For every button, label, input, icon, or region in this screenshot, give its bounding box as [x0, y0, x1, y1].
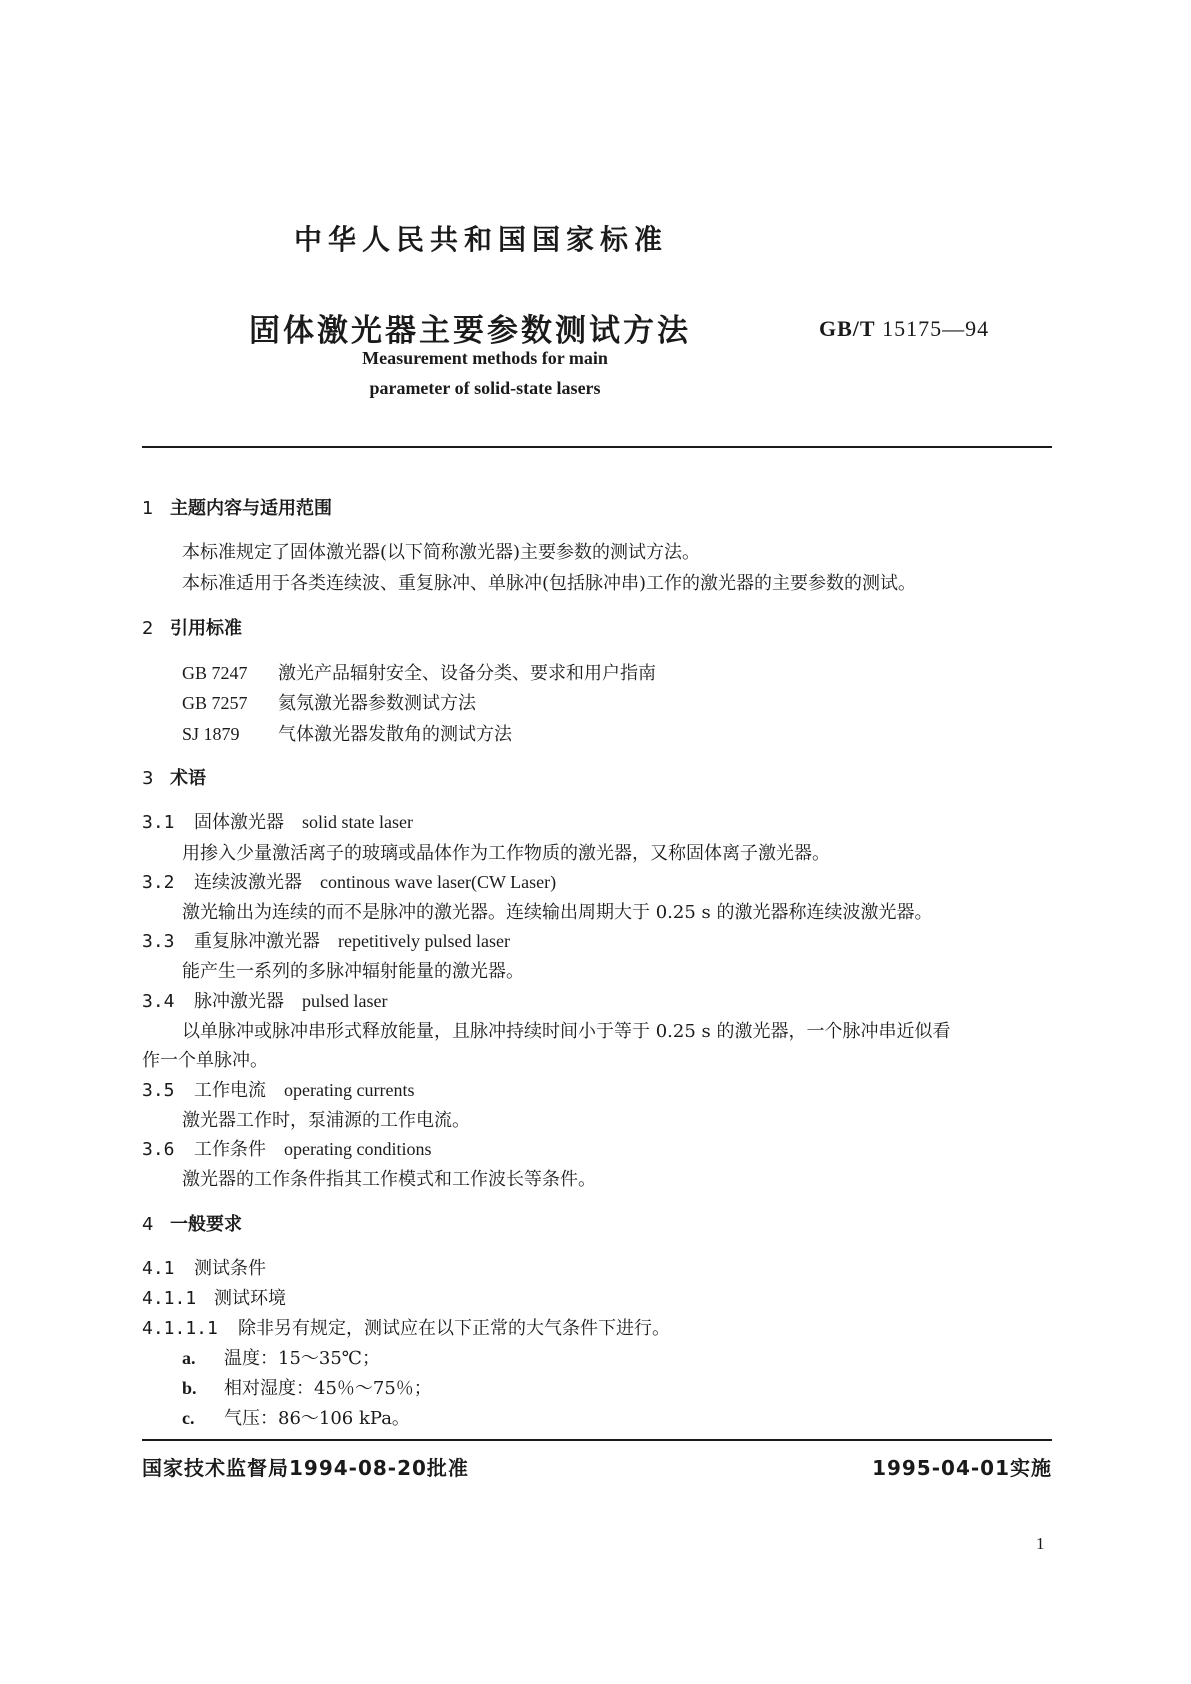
section-number: 2	[142, 618, 154, 639]
term-english: repetitively pulsed laser	[338, 931, 510, 951]
term-3-2	[142, 868, 556, 894]
section-title: 一般要求	[170, 1214, 242, 1235]
header-divider	[142, 446, 1052, 448]
section-number: 1	[142, 498, 154, 519]
national-standard-heading: 中华人民共和国国家标准	[294, 223, 669, 256]
item-label: a.	[182, 1348, 196, 1368]
term-english: operating currents	[284, 1080, 415, 1100]
footer-divider	[142, 1439, 1052, 1441]
term-english: operating conditions	[284, 1139, 432, 1159]
section-title: 术语	[170, 768, 206, 789]
condition-item	[182, 1374, 432, 1400]
term-chinese: 脉冲激光器	[194, 991, 284, 1012]
term-3-3	[142, 927, 510, 953]
effective-date: 1995-04-01实施	[872, 1456, 1052, 1480]
section-1-paragraph-2: 本标准适用于各类连续波、重复脉冲、单脉冲(包括脉冲串)工作的激光器的主要参数的测试。	[182, 573, 917, 594]
term-number: 3.3	[142, 931, 175, 952]
term-chinese: 工作电流	[194, 1080, 266, 1101]
english-title-line-2: parameter of solid-state lasers	[369, 378, 601, 398]
section-number: 4	[142, 1214, 154, 1235]
term-3-5-definition: 激光器工作时，泵浦源的工作电流。	[182, 1110, 470, 1131]
section-1-paragraph-1: 本标准规定了固体激光器(以下简称激光器)主要参数的测试方法。	[182, 542, 701, 563]
subsection-number: 4.1.1.1	[142, 1318, 218, 1339]
item-label: c.	[182, 1408, 195, 1428]
section-title: 主题内容与适用范围	[170, 498, 332, 519]
document-title: 固体激光器主要参数测试方法	[249, 313, 691, 349]
term-3-5	[142, 1076, 414, 1102]
standard-code	[819, 316, 989, 342]
reference-code: GB 7247	[182, 663, 248, 683]
term-3-6	[142, 1135, 431, 1161]
term-3-4-definition-continued: 作一个单脉冲。	[142, 1050, 268, 1071]
reference-name: 氦氖激光器参数测试方法	[278, 693, 476, 714]
term-english: pulsed laser	[302, 991, 388, 1011]
subsection-number: 4.1	[142, 1258, 175, 1279]
term-english: continous wave laser(CW Laser)	[320, 872, 557, 892]
subsection-4-1-1	[142, 1284, 286, 1310]
reference-code: GB 7257	[182, 693, 248, 713]
item-text: 气压：86～106 kPa。	[224, 1408, 410, 1429]
section-2-heading	[142, 614, 242, 640]
term-english: solid state laser	[302, 812, 413, 832]
section-3-heading	[142, 764, 206, 790]
term-3-1-definition: 用掺入少量激活离子的玻璃或晶体作为工作物质的激光器，又称固体离子激光器。	[182, 843, 830, 864]
standard-number: 15175—94	[882, 316, 990, 341]
item-text: 相对湿度：45％～75％；	[224, 1378, 432, 1399]
item-text: 温度：15～35℃；	[224, 1348, 380, 1369]
term-number: 3.1	[142, 812, 175, 833]
term-number: 3.4	[142, 991, 175, 1012]
reference-item	[182, 720, 512, 746]
subsection-4-1-1-1	[142, 1314, 670, 1340]
term-3-2-definition: 激光输出为连续的而不是脉冲的激光器。连续输出周期大于 0.25 s 的激光器称连续波激光器。	[182, 902, 933, 923]
term-3-4-definition: 以单脉冲或脉冲串形式释放能量，且脉冲持续时间小于等于 0.25 s 的激光器，一个脉冲串近似看	[182, 1021, 951, 1042]
item-label: b.	[182, 1378, 197, 1398]
term-3-3-definition: 能产生一系列的多脉冲辐射能量的激光器。	[182, 961, 524, 982]
page-number: 1	[1036, 1534, 1045, 1553]
subsection-title: 测试条件	[194, 1258, 266, 1279]
subsection-number: 4.1.1	[142, 1288, 197, 1309]
reference-code: SJ 1879	[182, 724, 240, 744]
term-chinese: 连续波激光器	[194, 872, 302, 893]
term-number: 3.5	[142, 1080, 175, 1101]
section-number: 3	[142, 768, 154, 789]
term-3-6-definition: 激光器的工作条件指其工作模式和工作波长等条件。	[182, 1169, 596, 1190]
term-chinese: 工作条件	[194, 1139, 266, 1160]
subsection-text: 除非另有规定，测试应在以下正常的大气条件下进行。	[238, 1318, 670, 1339]
term-chinese: 固体激光器	[194, 812, 284, 833]
english-title-line-1: Measurement methods for main	[362, 348, 608, 368]
subsection-4-1	[142, 1254, 266, 1280]
condition-item	[182, 1404, 410, 1430]
standard-prefix: GB/T	[819, 316, 876, 341]
subsection-title: 测试环境	[214, 1288, 286, 1309]
reference-item	[182, 689, 476, 715]
reference-name: 激光产品辐射安全、设备分类、要求和用户指南	[278, 663, 656, 684]
condition-item	[182, 1344, 380, 1370]
section-1-heading	[142, 494, 332, 520]
reference-item	[182, 659, 656, 685]
approval-date: 国家技术监督局1994-08-20批准	[142, 1456, 469, 1480]
section-4-heading	[142, 1210, 242, 1236]
term-chinese: 重复脉冲激光器	[194, 931, 320, 952]
term-3-1	[142, 808, 413, 834]
term-number: 3.2	[142, 872, 175, 893]
term-number: 3.6	[142, 1139, 175, 1160]
reference-name: 气体激光器发散角的测试方法	[278, 724, 512, 745]
section-title: 引用标准	[170, 618, 242, 639]
term-3-4	[142, 987, 387, 1013]
